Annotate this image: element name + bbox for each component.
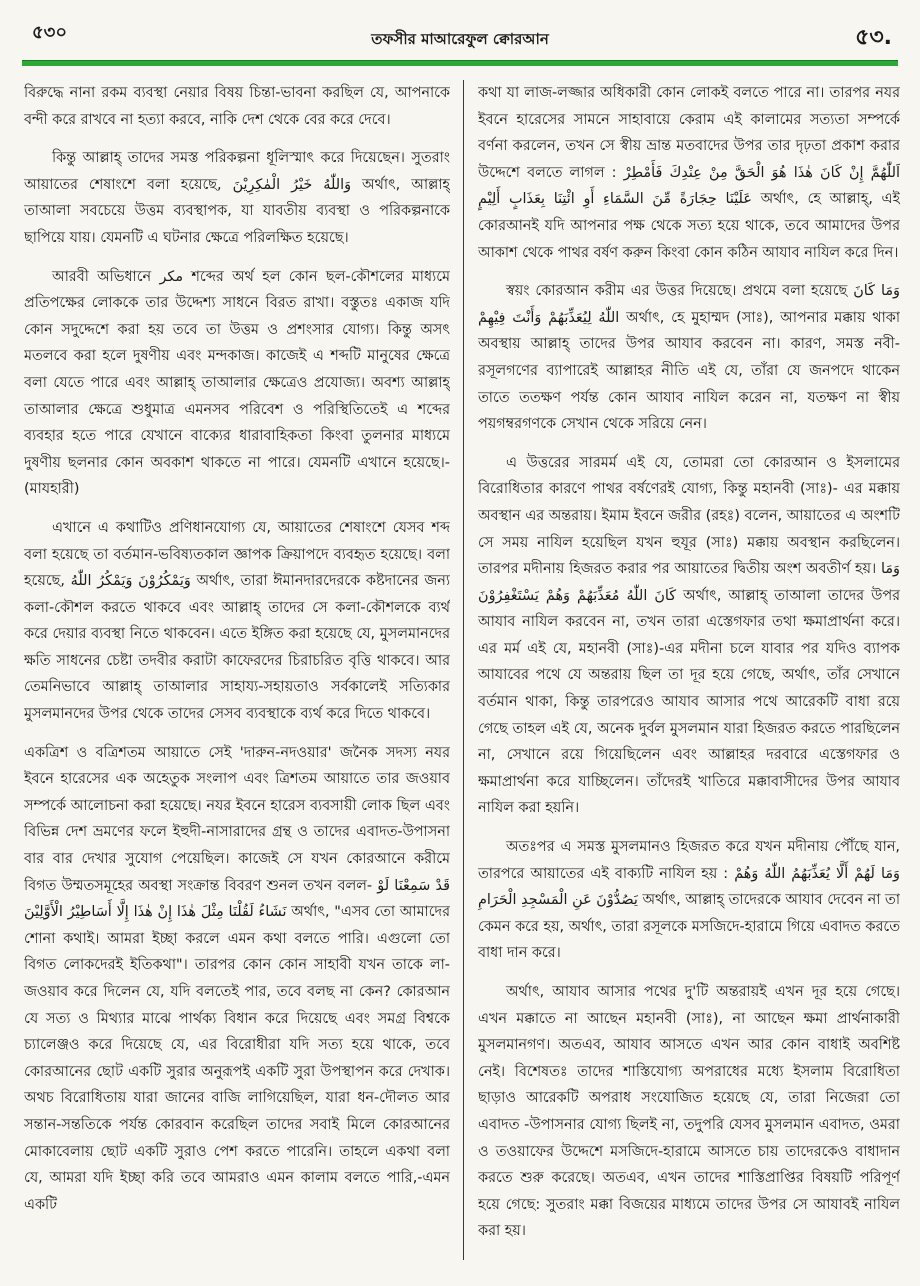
page-number-right: ৫৩. (855, 25, 892, 50)
left-column (24, 80, 450, 1272)
paragraph: একত্রিশ ও বত্রিশতম আয়াতে সেই 'দারুন-নদওয়ার' জনৈক সদস্য নযর ইবনে হারেসের এক অহেতুক সংলাপ এবং ত্রিশতম আয়াতে তার জওয়াব সম্পর্কে আলোচনা করা হয়েছে। নযর ইবনে হারেস ব্যবসায়ী লোক ছিল এবং বিভিন্ন দেশ ভ্রমণের ফলে ইহুদী-নাসারাদের গ্রন্থ ও তাদের এবাদত-উপাসনা বার বার দেখার সুযোগ পেয়েছিল। কাজেই সে যখন কোরআনে করীমে বিগত উম্মতসমূহের অবস্থা সংক্রান্ত বিবরণ শুনল তখন বলল- قَدْ سَمِعْنَا لَوْ نَشَاءُ لَقُلْنَا مِثْلَ هٰذَا إِنْ هٰذَا إِلَّا أَسَاطِيْرُ الْأَوَّلِيْنَ অর্থাৎ, "এসব তো আমাদের শোনা কথাই। আমরা ইচ্ছা করলে এমন কথা বলতে পারি। এগুলো তো বিগত লোকদেরই ইতিকথা"। তারপর কোন কোন সাহাবী যখন তাকে লা-জওয়াব করে দিলেন যে, যদি বলতেই পার, তবে বলছ না কেন? কোরআন যে সত্য ও মিথ্যার মাঝে পার্থক্য বিধান করে দিয়েছে এবং সমগ্র বিশ্বকে চ্যালেঞ্জও করে দিয়েছে যে, এর বিরোধীরা যদি সত্য হয়ে থাকে, তবে কোরআনের ছোট একটি সুরার অনুরূপই একটি সুরা উপস্থাপন করে দেখাক। অথচ বিরোধিতায় যারা জানের বাজি লাগিয়েছিল, যারা ধন-দৌলত আর সন্তান-সন্ততিকে পর্যন্ত কোরবান করেছিল তাদের সবাই মিলে কোরআনের মোকাবেলায় ছোট একটি সুরাও পেশ করতে পারেনি। তাহলে একথা বলা যে, আমরা যদি ইচ্ছা করি তবে আমরাও এমন কালাম বলতে পারি,-এমন একটি (24, 744, 450, 1213)
paragraph: আরবী অভিধানে مكر শব্দের অর্থ হল কোন ছল-কৌশলের মাধ্যমে প্রতিপক্ষের লোককে তার উদ্দেশ্য সাধনে বিরত রাখা। বস্তুতঃ একাজ যদি কোন সদুদ্দেশে করা হয় তবে তা উত্তম ও প্রশংসার যোগ্য। কিন্তু অসৎ মতলবে করা হলে দুষণীয় এবং মন্দকাজ। কাজেই এ শব্দটি মানুষের ক্ষেত্রে বলা যেতে পারে এবং আল্লাহ্ তাআলার ক্ষেত্রেও প্রযোজ্য। অবশ্য আল্লাহ্ তাআলার ক্ষেত্রে শুধুমাত্র এমনসব পরিবেশ ও পরিস্থিতিতেই এ শব্দের ব্যবহার হতে পারে যেখানে বাক্যের ধারাবাহিকতা কিংবা তুলনার মাধ্যমে দুষণীয় ছলনার কোন অবকাশ থাকতে না পারে। যেমনটি এখানে হয়েছে।-(মাযহারী) (24, 268, 450, 498)
page-header (22, 8, 898, 56)
paragraph: বিরুদ্ধে নানা রকম ব্যবস্থা নেয়ার বিষয় চিন্তা-ভাবনা করছিল যে, আপনাকে বন্দী করে রাখবে না হত্যা করবে, নাকি দেশ থেকে বের করে দেবে। (24, 85, 450, 128)
page-number-left: ৫৩০ (32, 22, 68, 43)
paragraph: কিন্তু আল্লাহ্ তাদের সমস্ত পরিকল্পনা ধূলিস্মাৎ করে দিয়েছেন। সুতরাং আয়াতের শেষাংশে বলা হয়েছে, وَاللّٰهُ خَيْرُ الْمٰكِرِيْنَ অর্থাৎ, আল্লাহ্ তাআলা সবচেয়ে উত্তম ব্যবস্থাপক, যা যাবতীয় ব্যবস্থা ও পরিকল্পনাকে ছাপিয়ে যায়। যেমনটি এ ঘটনার ক্ষেত্রে পরিলক্ষিত হয়েছে। (24, 150, 450, 246)
paragraph: অতঃপর এ সমস্ত মুসলমানও হিজরত করে যখন মদীনায় পৌঁছে যান, তারপরে আয়াতের এই বাক্যটি নাযিল হয় : وَمَا لَهُمْ أَلَّا يُعَذِّبَهُمُ اللّٰهُ وَهُمْ يَصُدُّوْنَ عَنِ الْمَسْجِدِ الْحَرَامِ অর্থাৎ, আল্লাহ্ তাদেরকে আযাব দেবেন না তা কেমন করে হয়, অর্থাৎ, তারা রসূলকে মসজিদে-হারামে গিয়ে এবাদত করতে বাধা দান করে। (478, 839, 900, 962)
page-title: তফসীর মাআরেফুল ক্বোরআন (371, 30, 549, 48)
column-divider (463, 80, 464, 1260)
paragraph: এ উত্তরের সারমর্ম এই যে, তোমরা তো কোরআন ও ইসলামের বিরোধিতার কারণে পাথর বর্ষণেরই যোগ্য, কিন্তু মহানবী (সাঃ)- এর মক্কায় অবস্থান এর অন্তরায়। ইমাম ইবনে জরীর (রহঃ) বলেন, আয়াতের এ অংশটি সে সময় নাযিল হয়েছিল যখন হুযূর (সাঃ) মক্কায় অবস্থান করছিলেন। তারপর মদীনায় হিজরত করার পর আয়াতের দ্বিতীয় অংশ অবতীর্ণ হয়। وَمَا كَانَ اللّٰهُ مُعَذِّبَهُمْ وَهُمْ يَسْتَغْفِرُوْنَ অর্থাৎ, আল্লাহ্ তাআলা তাদের উপর আযাব নাযিল করবেন না, তখন তারা এস্তেগফার তথা ক্ষমাপ্রার্থনা করে। এর মর্ম এই যে, মহানবী (সাঃ)-এর মদীনা চলে যাবার পর যদিও ব্যাপক আযাবের পথে যে অন্তরায় ছিল তা দূর হয়ে গেছে, অর্থাৎ, তাঁর সেখানে বর্তমান থাকা, কিন্তু তারপরেও আযাব আসার পথে আরেকটি বাধা রয়ে গেছে তাহল এই যে, অনেক দুর্বল মুসলমান যারা হিজরত করতে পারছিলেন না, সেখানে রয়ে গিয়েছিলেন এবং আল্লাহর দরবারে এস্তেগফার ও ক্ষমাপ্রার্থনা করে যাচ্ছিলেন। তাঁদেরই খাতিরে মক্কাবাসীদের উপর আযাব নাযিল করা হয়নি। (478, 454, 900, 817)
header-rule (22, 60, 898, 66)
paragraph: অর্থাৎ, আযাব আসার পথের দু'টি অন্তরায়ই এখন দূর হয়ে গেছে। এখন মক্কাতে না আছেন মহানবী (সাঃ), না আছেন ক্ষমা প্রার্থনাকারী মুসলমানগণ। অতএব, আযাব আসতে এখন আর কোন বাধাই অবশিষ্ট নেই। বিশেষতঃ তাদের শাস্তিযোগ্য অপরাধের মধ্যে ইসলাম বিরোধিতা ছাড়াও আরেকটি অপরাধ সংযোজিত হয়েছে যে, তারা নিজেরা তো এবাদত -উপাসনার যোগ্য ছিলই না, তদুপরি যেসব মুসলমান এবাদত, ওমরা ও তওয়াফের উদ্দেশে মসজিদে-হারামে আসতে চায় তাদেরকেও বাধাদান করতে শুরু করেছে। অতএব, এখন তাদের শাস্তিপ্রাপ্তির বিষয়টি পরিপূর্ণ হয়ে গেছে: সুতরাং মক্কা বিজয়ের মাধ্যমে তাদের উপর সে আযাবই নাযিল করা হয়। (478, 984, 900, 1240)
paragraph: এখানে এ কথাটিও প্রণিধানযোগ্য যে, আয়াতের শেষাংশে যেসব শব্দ বলা হয়েছে তা বর্তমান-ভবিষ্যতকাল জ্ঞাপক ক্রিয়াপদে ব্যবহৃত হয়েছে। বলা হয়েছে, وَيَمْكُرُوْنَ وَيَمْكُرُ اللّٰهُ অর্থাৎ, তারা ঈমানদারদেরকে কষ্টদানের জন্য কলা-কৌশল করতে থাকবে এবং আল্লাহ্ তাদের সে কলা-কৌশলকে ব্যর্থ করে দেয়ার ব্যবস্থা নিতে থাকবেন। এতে ইঙ্গিত করা হয়েছে যে, মুসলমানদের ক্ষতি সাধনের চেষ্টা তদবীর করাটা কাফেরদের চিরাচরিত বৃত্তি থাকবে। আর তেমনিভাবে আল্লাহ্ তাআলার সাহায্য-সহায়তাও সর্বকালেই সত্যিকার মুসলমানদের উপর থেকে তাদের সেসব ব্যবস্থাকে ব্যর্থ করে দিতে থাকবে। (24, 519, 450, 723)
right-column (478, 80, 900, 1272)
paragraph: স্বয়ং কোরআন করীম এর উত্তর দিয়েছে। প্রথমে বলা হয়েছে وَمَا كَانَ اللّٰهُ لِيُعَذِّبَهُمْ وَأَنْتَ فِيْهِمْ অর্থাৎ, হে মুহাম্মদ (সাঃ), আপনার মক্কায় থাকা অবস্থায় আল্লাহ্ তাদের উপর আযাব করবেন না। কারণ, সমস্ত নবী-রসূলগণের ব্যাপারেই আল্লাহর নীতি এই যে, তাঁরা যে জনপদে থাকেন তাতে ততক্ষণ পর্যন্ত কোন আযাব নাযিল করেন না, যতক্ষণ না স্বীয় পয়গম্বরগণকে সেখান থেকে সরিয়ে নেন। (478, 283, 900, 433)
paragraph: কথা যা লাজ-লজ্জার অধিকারী কোন লোকই বলতে পারে না। তারপর নযর ইবনে হারেসের সামনে সাহাবায়ে কেরাম এই কালামের সত্যতা সম্পর্কে বর্ণনা করলেন, তখন সে স্বীয় ভ্রান্ত মতবাদের উপর তার দৃঢ়তা প্রকাশ করার উদ্দেশে বলতে লাগল : اَللّٰهُمَّ إِنْ كَانَ هٰذَا هُوَ الْحَقَّ مِنْ عِنْدِكَ فَأَمْطِرْ عَلَيْنَا حِجَارَةً مِّنَ السَّمَاءِ أَوِ ائْتِنَا بِعَذَابٍ أَلِيْمٍ অর্থাৎ, হে আল্লাহ্, এই কোরআনই যদি আপনার পক্ষ থেকে সত্য হয়ে থাকে, তবে আমাদের উপর আকাশ থেকে পাথর বর্ষণ করুন কিংবা কোন কঠিন আযাব নাযিল করে দিন। (478, 85, 900, 261)
